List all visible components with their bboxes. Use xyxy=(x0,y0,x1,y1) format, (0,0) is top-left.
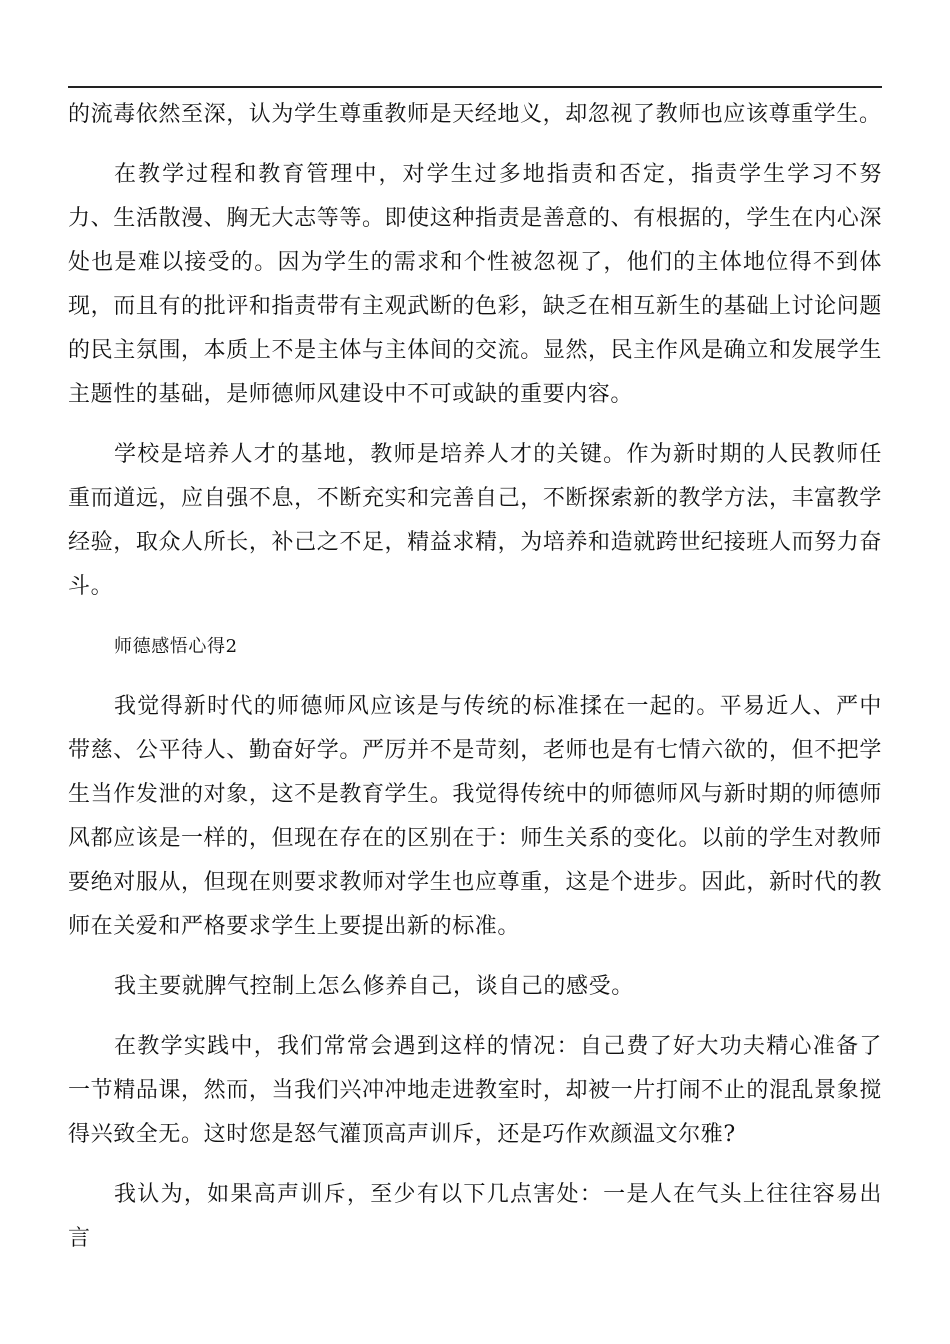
paragraph-school-talent: 学校是培养人才的基地，教师是培养人才的关键。作为新时期的人民教师任重而道远，应自强不息，不断充实和完善自己，不断探索新的教学方法，丰富教学经验，取众人所长，补己之不足，精益求精，为培养和造就跨世纪接班人而努力奋斗。 xyxy=(68,442,882,599)
paragraph-new-era-ethics: 我觉得新时代的师德师风应该是与传统的标准揉在一起的。平易近人、严中带慈、公平待人、勤奋好学。严厉并不是苛刻，老师也是有七情六欲的，但不把学生当作发泄的对象，这不是教育学生。我觉得传统中的师德师风与新时期的师德师风都应该是一样的，但现在存在的区别在于：师生关系的变化。以前的学生对教师要绝对服从，但现在则要求教师对学生也应尊重，这是个进步。因此，新时代的教师在关爱和严格要求学生上要提出新的标准。 xyxy=(68,694,882,939)
paragraph-scolding-harm: 我认为，如果高声训斥，至少有以下几点害处：一是人在气头上往往容易出言 xyxy=(68,1182,882,1251)
header-rule xyxy=(68,86,882,88)
paragraph-teaching-practice: 在教学实践中，我们常常会遇到这样的情况：自己费了好大功夫精心准备了一节精品课，然而，当我们兴冲冲地走进教室时，却被一片打闹不止的混乱景象搅得兴致全无。这时您是怒气灌顶高声训斥，还是巧作欢颜温文尔雅? xyxy=(68,1034,882,1147)
document-body xyxy=(68,93,882,1261)
paragraph-teaching-management: 在教学过程和教育管理中，对学生过多地指责和否定，指责学生学习不努力、生活散漫、胸无大志等等。即使这种指责是善意的、有根据的，学生在内心深处也是难以接受的。因为学生的需求和个性被忽视了，他们的主体地位得不到体现，而且有的批评和指责带有主观武断的色彩，缺乏在相互新生的基础上讨论问题的民主氛围，本质上不是主体与主体间的交流。显然，民主作风是确立和发展学生主题性的基础，是师德师风建设中不可或缺的重要内容。 xyxy=(68,162,882,407)
section-heading: 师德感悟心得2 xyxy=(114,636,238,657)
paragraph-continuation: 的流毒依然至深，认为学生尊重教师是天经地义，却忽视了教师也应该尊重学生。 xyxy=(68,102,882,127)
paragraph-temper-control: 我主要就脾气控制上怎么修养自己，谈自己的感受。 xyxy=(114,974,634,999)
